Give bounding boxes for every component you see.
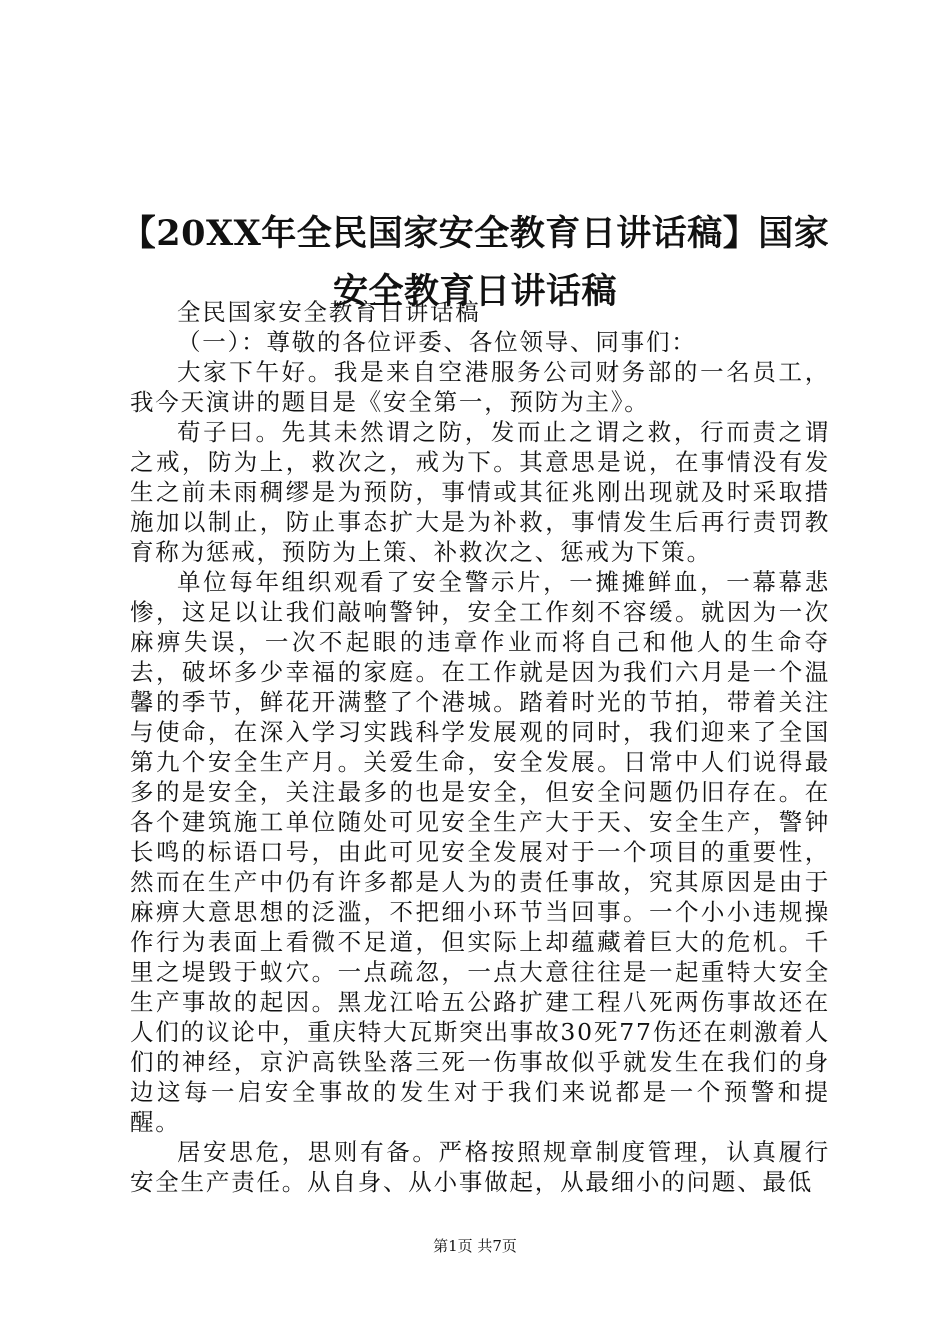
document-body [130,297,830,1197]
paragraph-introduction: 大家下午好。我是来自空港服务公司财务部的一名员工，我今天演讲的题目是《安全第一，预防为主》。 [130,358,830,416]
paragraph-salutation: （一）：尊敬的各位评委、各位领导、同事们： [177,328,697,356]
paragraph-safety-warnings: 单位每年组织观看了安全警示片，一摊摊鲜血，一幕幕悲惨，这足以让我们敲响警钟，安全工作刻不容缓。就因为一次麻痹失误，一次不起眼的违章作业而将自己和他人的生命夺去，破坏多少幸福的家庭。在工作就是因为我们六月是一个温馨的季节，鲜花开满整了个港城。踏着时光的节拍，带着关注与使命，在深入学习实践科学发展观的同时，我们迎来了全国第九个安全生产月。关爱生命，安全发展。日常中人们说得最多的是安全，关注最多的也是安全，但安全问题仍旧存在。在各个建筑施工单位随处可见安全生产大于天、安全生产，警钟长鸣的标语口号，由此可见安全发展对于一个项目的重要性，然而在生产中仍有许多都是人为的责任事故，究其原因是由于麻痹大意思想的泛滥，不把细小环节当回事。一个小小违规操作行为表面上看微不足道，但实际上却蕴藏着巨大的危机。千里之堤毁于蚁穴。一点疏忽，一点大意往往是一起重特大安全生产事故的起因。黑龙江哈五公路扩建工程八死两伤事故还在人们的议论中，重庆特大瓦斯突出事故30死77伤还在刺激着人们的神经，京沪高铁坠落三死一伤事故似乎就发生在我们的身边这每一启安全事故的发生对于我们来说都是一个预警和提醒。 [130,568,830,1136]
page-number: 第1页 共7页 [433,1237,517,1255]
paragraph-heading: 全民国家安全教育日讲话稿 [177,298,481,326]
paragraph-preparedness: 居安思危，思则有备。严格按照规章制度管理，认真履行安全生产责任。从自身、从小事做起，从最细小的问题、最低 [130,1138,830,1196]
document-title: 【20XX年全民国家安全教育日讲话稿】国家安全教育日讲话稿 [120,213,830,313]
paragraph-xunzi-quote: 荀子曰。先其未然谓之防，发而止之谓之救，行而责之谓之戒，防为上，救次之，戒为下。其意思是说，在事情没有发生之前未雨稠缪是为预防，事情或其征兆刚出现就及时采取措施加以制止，防止事态扩大是为补救，事情发生后再行责罚教育称为惩戒，预防为上策、补救次之、惩戒为下策。 [130,418,830,566]
